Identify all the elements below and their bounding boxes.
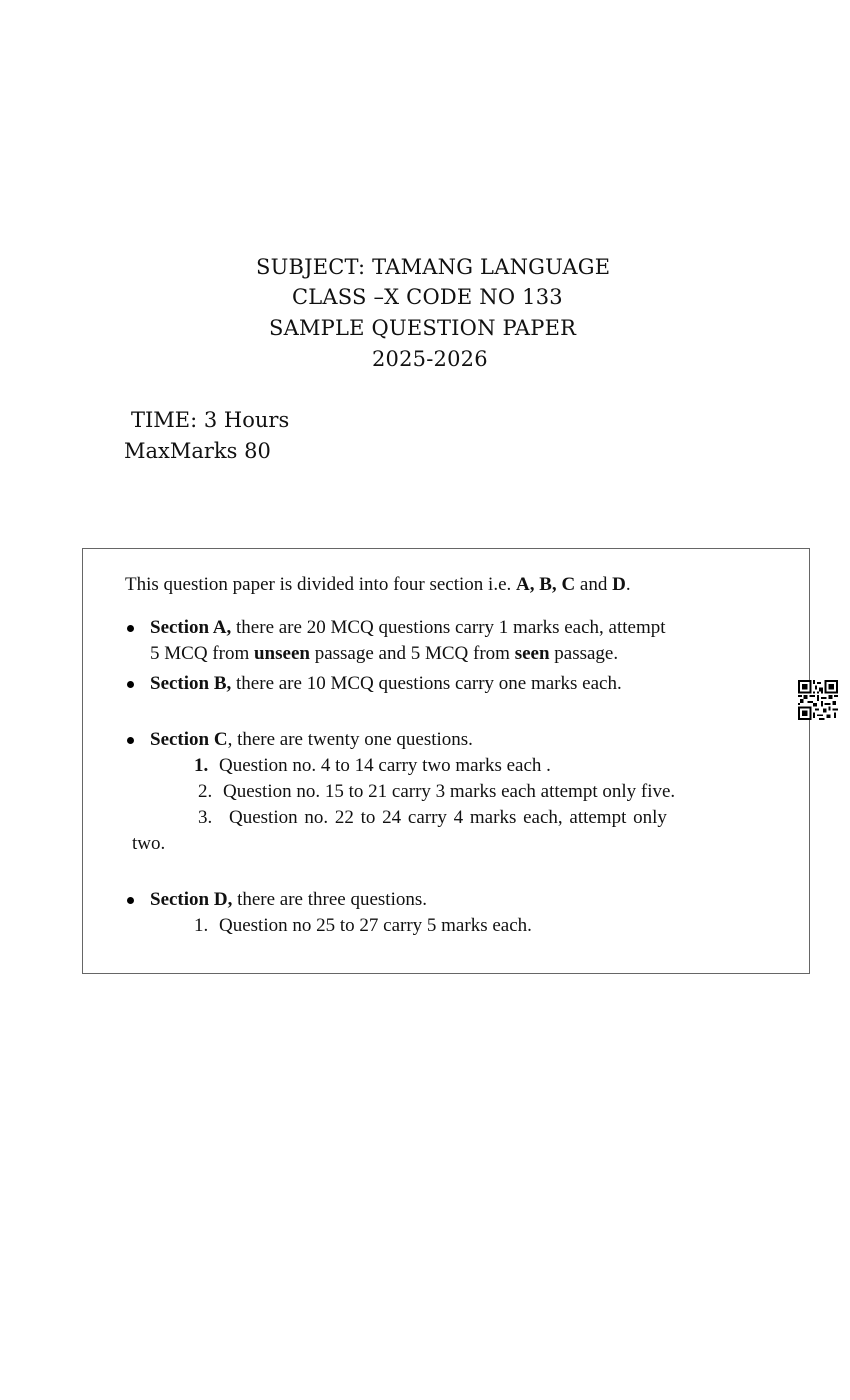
intro-end: .: [625, 574, 631, 595]
item-text: Question no. 15 to 21 carry 3 marks each attempt only five.: [223, 781, 676, 802]
session-year: 2025-2026: [372, 347, 488, 371]
section-c-text: , there are twenty one questions.: [227, 729, 473, 750]
class-code: CLASS –X CODE NO 133: [292, 285, 563, 309]
bullet-icon: [127, 737, 134, 744]
section-a-text-2b: passage and 5 MCQ from: [309, 643, 515, 664]
max-marks: MaxMarks 80: [124, 439, 271, 463]
section-d-line: [150, 887, 427, 913]
item-text: Question no. 4 to 14 carry two marks each .: [219, 755, 551, 776]
section-a-text-2a: 5 MCQ from: [150, 643, 254, 664]
qr-code-icon: [798, 680, 838, 720]
section-a-line-2: [150, 641, 618, 667]
section-d-text: there are three questions.: [232, 889, 427, 910]
section-a-label: Section A,: [150, 617, 232, 638]
section-c-label: Section C: [150, 729, 228, 750]
section-c-line: [150, 727, 473, 753]
section-a-unseen: unseen: [253, 643, 310, 664]
section-c-item-1: [194, 753, 551, 779]
section-a-seen: seen: [514, 643, 550, 664]
section-c-item-3-wrap: two.: [132, 833, 166, 854]
item-text: Question no. 22 to 24 carry 4 marks each, attempt only: [229, 807, 667, 828]
item-number: 2.: [198, 781, 213, 802]
item-text: Question no 25 to 27 carry 5 marks each.: [219, 915, 532, 936]
section-a-text-1: there are 20 MCQ questions carry 1 marks each, attempt: [231, 617, 666, 638]
exam-time: TIME: 3 Hours: [131, 408, 290, 432]
bullet-icon: [127, 681, 134, 688]
item-number: 1.: [194, 915, 209, 936]
section-a-text-2c: passage.: [549, 643, 619, 664]
intro-text: This question paper is divided into four section i.e.: [125, 574, 517, 595]
intro-section-d: D: [612, 574, 626, 595]
intro-and: and: [575, 574, 613, 595]
section-c-item-3: [198, 805, 667, 831]
intro-section-a: A,: [516, 574, 540, 595]
section-b-line: [150, 671, 622, 697]
bullet-icon: [127, 897, 134, 904]
intro-section-b: B,: [539, 574, 562, 595]
item-number: 1.: [194, 755, 209, 776]
paper-type: SAMPLE QUESTION PAPER: [269, 316, 577, 340]
instructions-intro: [125, 572, 631, 598]
section-c-item-2: [198, 779, 675, 805]
section-d-item-1: [194, 913, 532, 939]
section-d-label: Section D,: [150, 889, 233, 910]
intro-section-c: C: [561, 574, 576, 595]
bullet-icon: [127, 625, 134, 632]
section-a-line-1: [150, 615, 666, 641]
item-number: 3.: [198, 807, 213, 828]
subject-title: SUBJECT: TAMANG LANGUAGE: [256, 255, 611, 279]
section-b-label: Section B,: [150, 673, 232, 694]
section-b-text: there are 10 MCQ questions carry one marks each.: [231, 673, 622, 694]
